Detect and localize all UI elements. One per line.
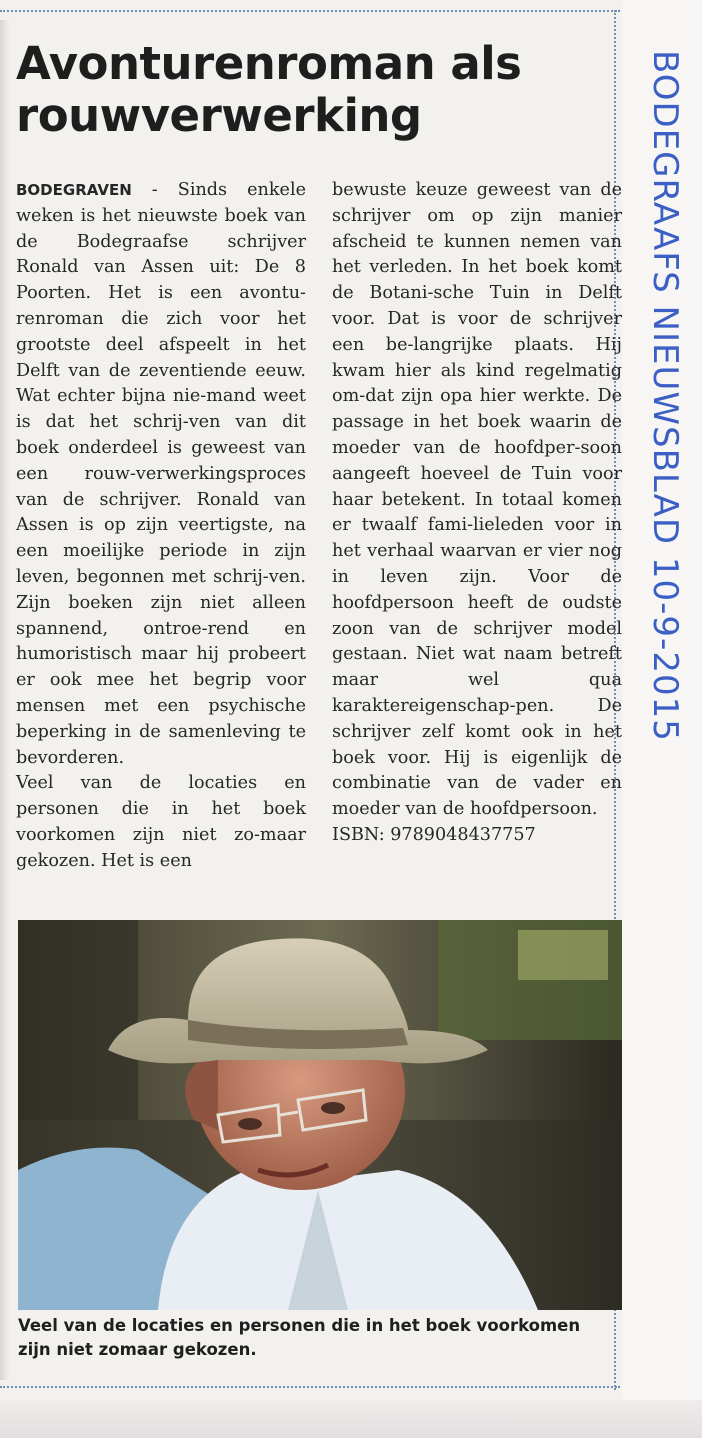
handwritten-note-drawing (636, 40, 696, 742)
article-headline: Avonturenroman als rouwverwerking (16, 37, 522, 142)
scan-edge-bottom (0, 1400, 702, 1438)
scan-edge-left (0, 20, 10, 1380)
author-photo-illustration (18, 920, 622, 1310)
article-paragraph-2: Veel van de locaties en personen die in het boek voorkomen zijn niet zo-maar gekozen. Het is een (16, 773, 306, 871)
handwritten-note-text: BODEGRAAFS NIEUWSBLAD 10-9-2015 (645, 50, 685, 742)
article-column-1 (16, 178, 306, 875)
paragraph-1-text: - Sinds enkele weken is het nieuwste boek van de Bodegraafse schrijver Ronald van Assen uit: De 8 Poorten. Het is een avontu-renroman die zich voor het grootste deel afspeelt in het Delft van de zeventiende eeuw. Wat echter bijna nie-mand weet is dat het schrij-ven van dit boek onderdeel is geweest van een rouw-verwerkingsproces van de schrijver. Ronald van Assen is op zijn veertigste, na een moeilijke periode in zijn leven, begonnen met schrij-ven. Zijn boeken zijn niet alleen spannend, ontroe-rend en humoristisch maar hij probeert er ook mee het begrip voor mensen met een psychische beperking in de samenleving te bevorderen. (16, 180, 306, 768)
article-paragraph-2-continued: bewuste keuze geweest van de schrijver om op zijn manier afscheid te kunnen nemen van het verleden. In het boek komt de Botani-sche Tuin in Delft voor. Dat is voor de schrijver een be-langrijke plaats. Hij kwam hier als kind regelmatig om-dat zijn opa hier werkte. De passage in het boek waarin de moeder van de hoofdper-soon aangeeft hoeveel de Tuin voor haar betekent. In totaal komen er twaalf fami-lieleden voor in het verhaal waarvan er vier nog in leven zijn. Voor de hoofdpersoon heeft de oudste zoon van de schrijver model gestaan. Niet wat naam betreft maar wel qua karaktereigenschap-pen. De schrijver zelf komt ook in het boek voor. Hij is eigenlijk de combinatie van de vader en moeder van de hoofdpersoon. (332, 180, 622, 820)
article-paragraph-1 (16, 178, 306, 771)
dateline: BODEGRAVEN (16, 181, 132, 199)
photo-caption: Veel van de locaties en personen die in het boek voorkomen zijn niet zomaar gekozen. (18, 1316, 581, 1359)
article-column-2 (332, 178, 622, 849)
author-photo (18, 920, 622, 1310)
handwritten-annotation (636, 40, 696, 742)
cut-line-top (0, 10, 620, 12)
cut-line-bottom (0, 1386, 620, 1388)
isbn-line: ISBN: 9789048437757 (332, 824, 536, 845)
